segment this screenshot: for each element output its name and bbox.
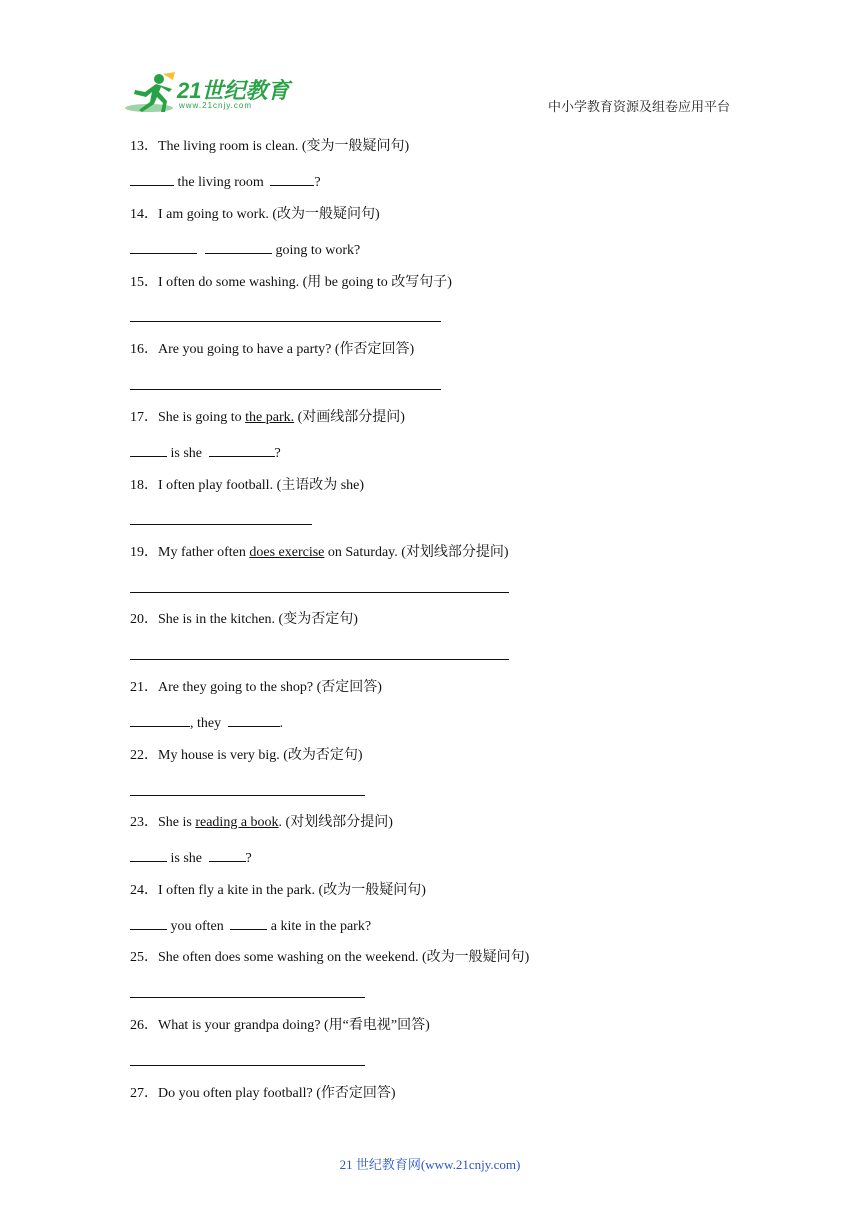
answer-line-15[interactable]	[130, 321, 441, 322]
blank[interactable]	[270, 172, 314, 186]
question-14: 14．I am going to work. (改为一般疑问句)	[130, 207, 380, 222]
question-23: 23．She is reading a book. (对划线部分提问)	[130, 815, 393, 830]
question-21: 21．Are they going to the shop? (否定回答)	[130, 680, 382, 695]
blank[interactable]	[209, 848, 246, 862]
page-footer: 21 世纪教育网(www.21cnjy.com)	[339, 1157, 521, 1172]
question-22: 22．My house is very big. (改为否定句)	[130, 748, 363, 763]
blank[interactable]	[130, 172, 174, 186]
answer-17: is she ?	[130, 443, 281, 463]
question-15: 15．I often do some washing. (用 be going to 改写句子)	[130, 275, 452, 290]
logo	[123, 70, 288, 115]
question-25: 25．She often does some washing on the weekend. (改为一般疑问句)	[130, 950, 530, 965]
answer-line-22[interactable]	[130, 795, 365, 796]
answer-line-19[interactable]	[130, 592, 509, 593]
question-16: 16．Are you going to have a party? (作否定回答)	[130, 342, 415, 357]
question-18: 18．I often play football. (主语改为 she)	[130, 478, 365, 493]
underlined-phrase: reading a book	[195, 815, 279, 830]
blank[interactable]	[209, 443, 275, 457]
underlined-phrase: does exercise	[249, 545, 325, 560]
blank[interactable]	[130, 916, 167, 930]
logo-url: www.21cnjy.com	[179, 101, 252, 110]
answer-14: going to work?	[130, 240, 360, 260]
blank[interactable]	[130, 848, 167, 862]
question-17: 17．She is going to the park. (对画线部分提问)	[130, 410, 405, 425]
question-13: 13．The living room is clean. (变为一般疑问句)	[130, 139, 410, 154]
answer-line-16[interactable]	[130, 389, 441, 390]
question-20: 20．She is in the kitchen. (变为否定句)	[130, 612, 358, 627]
underlined-phrase: the park.	[245, 410, 295, 425]
blank[interactable]	[130, 240, 197, 254]
answer-23: is she ?	[130, 848, 252, 868]
answer-line-18[interactable]	[130, 524, 312, 525]
answer-21: , they .	[130, 713, 283, 733]
blank[interactable]	[228, 713, 280, 727]
answer-line-20[interactable]	[130, 659, 509, 660]
answer-line-25[interactable]	[130, 997, 365, 998]
logo-text: 21世纪教育	[177, 78, 290, 103]
blank[interactable]	[230, 916, 267, 930]
question-24: 24．I often fly a kite in the park. (改为一般疑问句)	[130, 883, 426, 898]
blank[interactable]	[130, 713, 190, 727]
question-26: 26．What is your grandpa doing? (用“看电视”回答)	[130, 1018, 430, 1033]
blank[interactable]	[205, 240, 272, 254]
answer-24: you often a kite in the park?	[130, 916, 371, 936]
answer-line-26[interactable]	[130, 1065, 365, 1066]
question-19: 19．My father often does exercise on Saturday. (对划线部分提问)	[130, 545, 509, 560]
question-27: 27．Do you often play football? (作否定回答)	[130, 1086, 396, 1101]
platform-title: 中小学教育资源及组卷应用平台	[547, 99, 730, 114]
blank[interactable]	[130, 443, 167, 457]
runner-logo-icon	[123, 70, 179, 115]
answer-13: the living room ?	[130, 172, 321, 192]
